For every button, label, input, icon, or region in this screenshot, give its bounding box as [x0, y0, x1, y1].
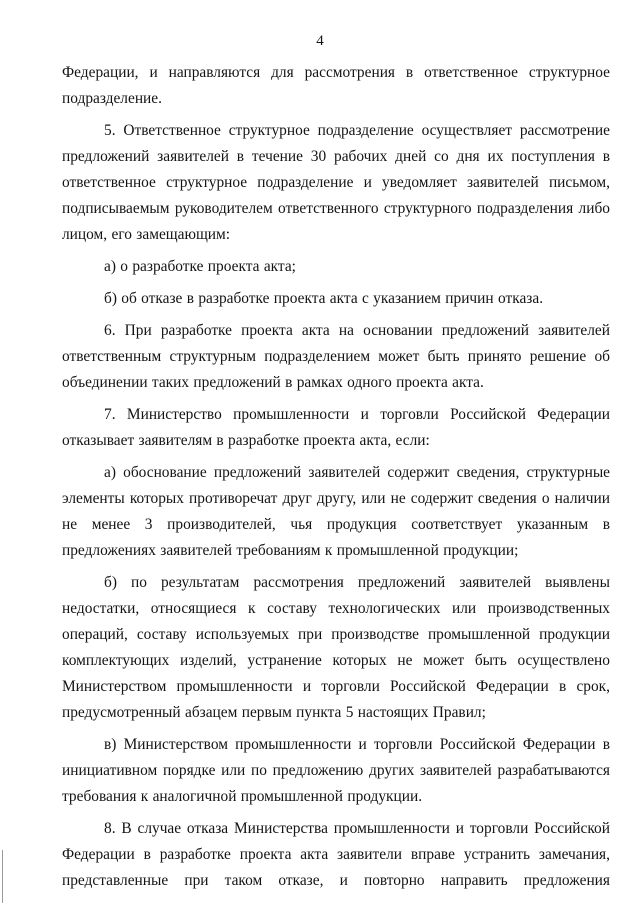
paragraph-item-8: 8. В случае отказа Министерства промышленности и торговли Российской Федерации в разработке проекта акта заявители вправе устранить замечания, представленные при таком отказе, и повторно направить предложения [62, 820, 610, 889]
page-number: 4 [316, 33, 324, 49]
paragraph-item-6: 6. При разработке проекта акта на основании предложений заявителей ответственным структурным подразделением может быть принято решение об объединении таких предложений в рамках одного проекта акта. [62, 322, 610, 391]
subitem-5a: а) о разработке проекта акта; [104, 258, 296, 275]
paragraph-item-7: 7. Министерство промышленности и торговли Российской Федерации отказывает заявителям в разработке проекта акта, если: [62, 406, 610, 449]
paragraph-continuation: Федерации, и направляются для рассмотрения в ответственное структурное подразделение. [62, 64, 610, 107]
paragraph-item-5: 5. Ответственное структурное подразделение осуществляет рассмотрение предложений заявителей в течение 30 рабочих дней со дня их поступления в ответственное структурное подразделение и уведомляет заявителей письмом, подписываемым руководителем ответственного структурного подразделения либо лицом, его замещающим: [62, 122, 610, 243]
subitem-7a: а) обоснование предложений заявителей содержит сведения, структурные элементы которых противоречат друг другу, или не содержит сведения о наличии не менее 3 производителей, чья продукция соответствует указанным в предложениях заявителей требованиям к промышленной продукции; [62, 464, 610, 559]
subitem-5b: б) об отказе в разработке проекта акта с указанием причин отказа. [104, 290, 544, 307]
subitem-7b: б) по результатам рассмотрения предложений заявителей выявлены недостатки, относящиеся к составу технологических или производственных операций, составу используемых при производстве промышленной продукции комплектующих изделий, устранение которых не может быть осуществлено Министерством промышленности и торговли Российской Федерации в срок, предусмотренный абзацем первым пункта 5 настоящих Правил; [62, 574, 610, 721]
document-body [62, 60, 610, 900]
subitem-7c: в) Министерством промышленности и торговли Российской Федерации в инициативном порядке или по предложению других заявителей разрабатываются требования к аналогичной промышленной продукции. [62, 736, 610, 805]
scan-edge-line [2, 850, 3, 903]
